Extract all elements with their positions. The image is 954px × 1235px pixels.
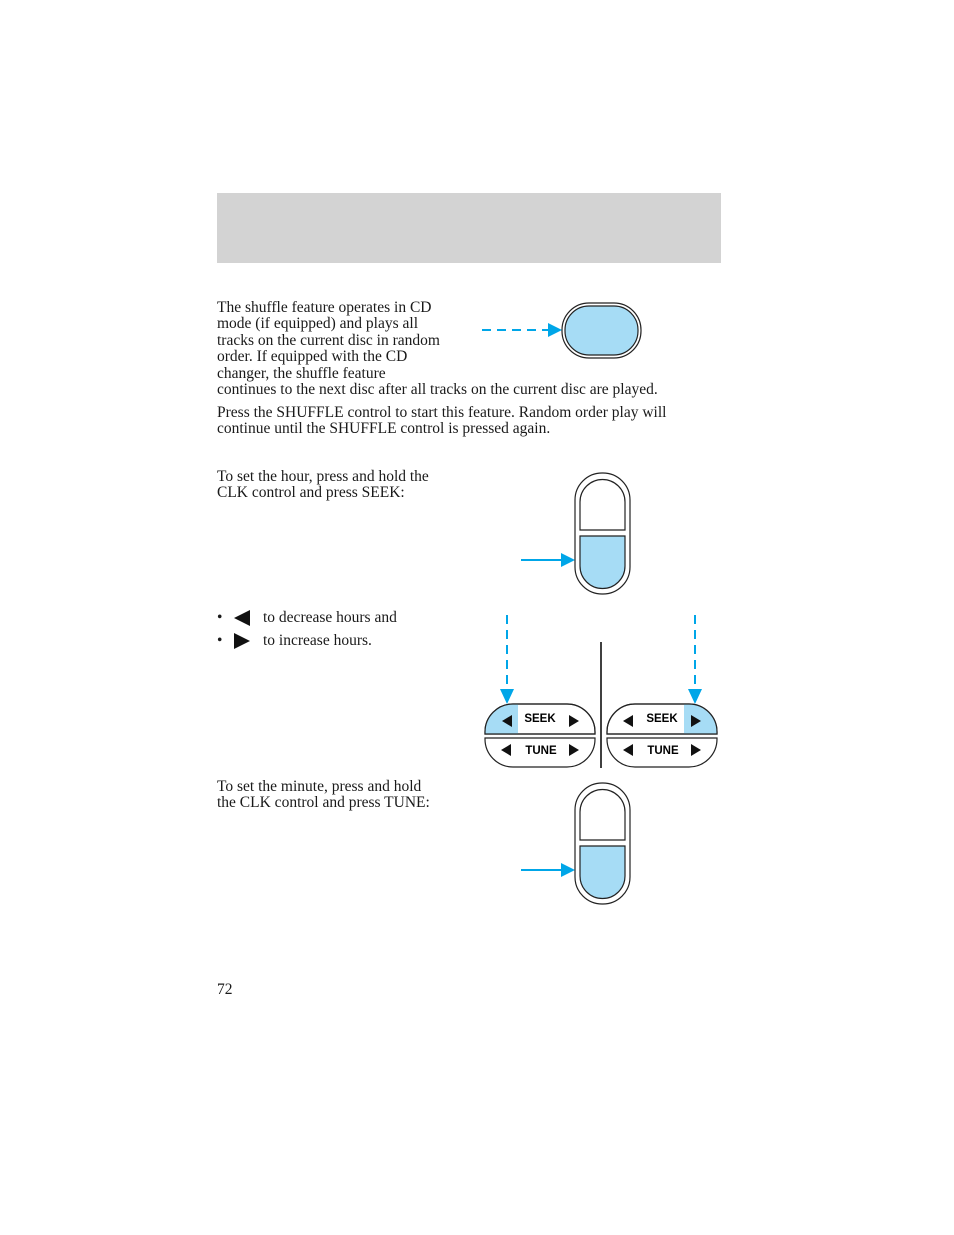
- bullet-dot: •: [217, 631, 223, 649]
- left-triangle-icon: [233, 610, 263, 626]
- shuffle-button: [565, 306, 638, 355]
- hour-paragraph: [217, 469, 429, 502]
- shuffle-button-illustration: [480, 300, 650, 364]
- clk-rocker-hour: [518, 472, 633, 596]
- hour-bullet-list: [217, 606, 397, 652]
- shuffle-line-4: order. If equipped with the CD: [217, 348, 408, 366]
- bullet-item-increase: [217, 629, 397, 652]
- header-bar: [217, 193, 721, 263]
- minute-paragraph: [217, 779, 430, 812]
- rocker-top-half: [580, 790, 625, 841]
- bullet-dot: •: [217, 608, 223, 626]
- page-number: 72: [217, 981, 233, 998]
- arrowhead-icon: [500, 689, 514, 704]
- rocker-bottom-half-highlight: [580, 536, 625, 589]
- minute-line-1: To set the minute, press and hold: [217, 778, 422, 795]
- shuffle-line-6: continues to the next disc after all tracks on the current disc are played.: [217, 381, 658, 399]
- seek-tune-illustration: [480, 610, 725, 775]
- clk-rocker-minute: [518, 782, 633, 906]
- arrowhead-icon: [561, 863, 575, 877]
- bullet-text-increase: to increase hours.: [263, 631, 372, 649]
- shuffle-line-3: tracks on the current disc in random: [217, 331, 440, 349]
- bullet-text-decrease: to decrease hours and: [263, 608, 397, 626]
- press-line-1: Press the SHUFFLE control to start this feature. Random order play will: [217, 404, 667, 421]
- right-triangle-icon: [233, 633, 263, 649]
- arrowhead-icon: [548, 323, 562, 337]
- rocker-top-half: [580, 480, 625, 531]
- hour-line-1: To set the hour, press and hold the: [217, 468, 429, 485]
- bullet-item-decrease: [217, 606, 397, 629]
- shuffle-line-5: changer, the shuffle feature: [217, 364, 386, 382]
- seek-tune-right: [607, 700, 724, 767]
- minute-line-2: the CLK control and press TUNE:: [217, 794, 430, 812]
- shuffle-line-2: mode (if equipped) and plays all: [217, 315, 419, 333]
- arrowhead-icon: [561, 553, 575, 567]
- seek-tune-left: [480, 700, 595, 767]
- tune-label-left: TUNE: [525, 745, 557, 757]
- shuffle-press-paragraph: [217, 405, 666, 438]
- seek-label-right: SEEK: [646, 713, 678, 725]
- tune-label-right: TUNE: [647, 745, 679, 757]
- shuffle-line-1: The shuffle feature operates in CD: [217, 299, 432, 316]
- seek-label-left: SEEK: [524, 713, 556, 725]
- hour-line-2: CLK control and press SEEK:: [217, 484, 405, 502]
- press-line-2: continue until the SHUFFLE control is pressed again.: [217, 420, 551, 438]
- rocker-bottom-half-highlight: [580, 846, 625, 899]
- arrowhead-icon: [688, 689, 702, 704]
